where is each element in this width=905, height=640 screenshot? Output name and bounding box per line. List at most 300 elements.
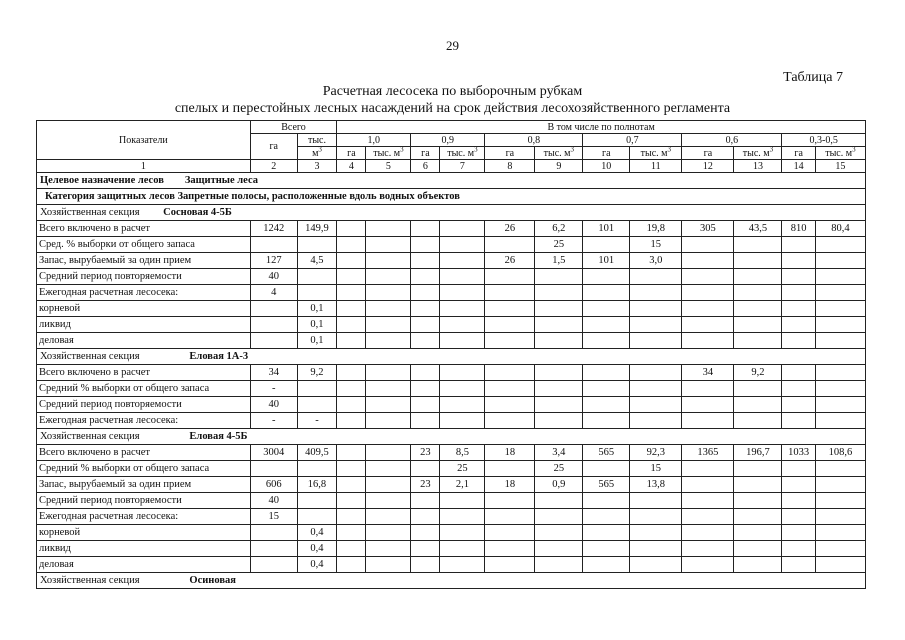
- unit-sup: 3: [852, 146, 856, 154]
- table-cell: 0,1: [297, 333, 337, 349]
- table-cell: [366, 317, 411, 333]
- table-cell: [583, 333, 630, 349]
- table-cell: [583, 285, 630, 301]
- table-cell: [782, 413, 815, 429]
- column-number: 9: [535, 160, 583, 173]
- table-cell: [337, 253, 366, 269]
- table-cell: [535, 269, 583, 285]
- table-cell: [297, 461, 337, 477]
- table-row: [37, 397, 866, 413]
- table-cell: 1242: [250, 221, 297, 237]
- table-cell: [682, 509, 734, 525]
- table-cell: [411, 237, 440, 253]
- table-row: [37, 493, 866, 509]
- table-cell: [782, 477, 815, 493]
- table-cell: 3,0: [630, 253, 682, 269]
- table-cell: 26: [485, 221, 535, 237]
- table-cell: [440, 541, 485, 557]
- row-label: Средний период повторяемости: [37, 269, 251, 285]
- purpose-label: Целевое назначение лесов: [40, 175, 164, 186]
- table-cell: [411, 413, 440, 429]
- table-cell: [682, 237, 734, 253]
- table-cell: [337, 221, 366, 237]
- header-density-ha: га: [682, 147, 734, 160]
- header-row-1: [37, 121, 866, 134]
- table-cell: 0,4: [297, 557, 337, 573]
- table-cell: [440, 493, 485, 509]
- section-name: Еловая 4-5Б: [189, 431, 248, 442]
- table-cell: 15: [250, 509, 297, 525]
- table-cell: [337, 557, 366, 573]
- table-cell: [337, 381, 366, 397]
- table-cell: [815, 397, 865, 413]
- table-cell: [583, 525, 630, 541]
- column-number: 13: [734, 160, 782, 173]
- column-numbers-row: [37, 160, 866, 173]
- table-cell: [485, 317, 535, 333]
- table-row: [37, 477, 866, 493]
- table-row: [37, 301, 866, 317]
- table-cell: [815, 477, 865, 493]
- table-cell: [583, 509, 630, 525]
- table-cell: [682, 317, 734, 333]
- table-cell: [815, 269, 865, 285]
- table-cell: 18: [485, 477, 535, 493]
- table-cell: [630, 333, 682, 349]
- row-label: Всего включено в расчет: [37, 445, 251, 461]
- table-cell: [734, 397, 782, 413]
- table-cell: 19,8: [630, 221, 682, 237]
- table-cell: 8,5: [440, 445, 485, 461]
- table-cell: [630, 413, 682, 429]
- table-cell: [682, 461, 734, 477]
- section-label: Хозяйственная секция: [40, 207, 140, 218]
- table-cell: [782, 365, 815, 381]
- header-density: 0,9: [411, 134, 485, 147]
- row-label: Запас, вырубаемый за один прием: [37, 477, 251, 493]
- table-cell: [583, 413, 630, 429]
- table-cell: [440, 413, 485, 429]
- table-cell: [682, 253, 734, 269]
- column-number: 5: [366, 160, 411, 173]
- table-cell: 34: [250, 365, 297, 381]
- header-density-thous-m3: [734, 147, 782, 160]
- table-cell: [815, 493, 865, 509]
- table-cell: [337, 493, 366, 509]
- table-row: [37, 445, 866, 461]
- table-cell: 43,5: [734, 221, 782, 237]
- table-cell: [734, 285, 782, 301]
- row-label: Средний период повторяемости: [37, 493, 251, 509]
- row-label: деловая: [37, 557, 251, 573]
- table-cell: [366, 525, 411, 541]
- unit-text: тыс. м: [825, 147, 853, 159]
- table-cell: [440, 269, 485, 285]
- table-cell: [440, 557, 485, 573]
- row-label: деловая: [37, 333, 251, 349]
- table-cell: [734, 541, 782, 557]
- unit-text: тыс. м: [742, 147, 770, 159]
- table-cell: 1365: [682, 445, 734, 461]
- table-cell: 26: [485, 253, 535, 269]
- table-cell: [583, 301, 630, 317]
- column-number: 3: [297, 160, 337, 173]
- table-cell: [485, 269, 535, 285]
- unit-sup: 3: [318, 146, 322, 154]
- table-cell: 196,7: [734, 445, 782, 461]
- table-cell: [366, 557, 411, 573]
- table-cell: 606: [250, 477, 297, 493]
- table-cell: [782, 269, 815, 285]
- section-name: Осиновая: [189, 575, 236, 586]
- header-total-m3: [297, 147, 337, 160]
- table-cell: [535, 333, 583, 349]
- section-label: Хозяйственная секция: [40, 431, 140, 442]
- table-cell: [535, 301, 583, 317]
- table-row: [37, 237, 866, 253]
- unit-text: тыс. м: [640, 147, 668, 159]
- unit-sup: 3: [474, 146, 478, 154]
- table-cell: 23: [411, 445, 440, 461]
- table-cell: [682, 269, 734, 285]
- table-cell: [337, 301, 366, 317]
- table-cell: [485, 301, 535, 317]
- table-cell: [535, 557, 583, 573]
- table-cell: [815, 253, 865, 269]
- table-cell: [583, 493, 630, 509]
- table-cell: [297, 397, 337, 413]
- table-cell: [583, 269, 630, 285]
- category-row: [37, 189, 866, 205]
- table-row: [37, 541, 866, 557]
- header-density-thous-m3: [535, 147, 583, 160]
- table-cell: [440, 221, 485, 237]
- row-label: Средний период повторяемости: [37, 397, 251, 413]
- table-cell: [630, 525, 682, 541]
- table-cell: 4: [250, 285, 297, 301]
- table-cell: [411, 493, 440, 509]
- column-number: 7: [440, 160, 485, 173]
- table-cell: [485, 333, 535, 349]
- table-cell: [734, 269, 782, 285]
- unit-text: тыс. м: [543, 147, 571, 159]
- table-cell: [297, 381, 337, 397]
- table-cell: [440, 237, 485, 253]
- row-label: Ежегодная расчетная лесосека:: [37, 413, 251, 429]
- table-cell: [440, 317, 485, 333]
- table-cell: [250, 461, 297, 477]
- table-cell: [337, 477, 366, 493]
- table-cell: 92,3: [630, 445, 682, 461]
- table-cell: [535, 509, 583, 525]
- table-cell: [440, 397, 485, 413]
- table-cell: [250, 317, 297, 333]
- table-cell: [411, 557, 440, 573]
- row-label: Сред. % выборки от общего запаса: [37, 237, 251, 253]
- section-row: [37, 573, 866, 589]
- table-cell: 34: [682, 365, 734, 381]
- table-cell: [411, 221, 440, 237]
- table-cell: [440, 381, 485, 397]
- table-cell: 15: [630, 461, 682, 477]
- table-cell: [682, 541, 734, 557]
- table-cell: [411, 365, 440, 381]
- table-cell: [682, 381, 734, 397]
- table-cell: [297, 493, 337, 509]
- table-cell: [734, 557, 782, 573]
- table-cell: [337, 333, 366, 349]
- unit-sup: 3: [570, 146, 575, 154]
- table-cell: [485, 509, 535, 525]
- table-cell: [630, 317, 682, 333]
- forest-cut-table: [36, 120, 866, 589]
- column-number: 11: [630, 160, 682, 173]
- table-cell: [734, 317, 782, 333]
- table-cell: [815, 509, 865, 525]
- table-cell: [337, 397, 366, 413]
- table-cell: [440, 509, 485, 525]
- table-cell: [682, 493, 734, 509]
- table-cell: [250, 525, 297, 541]
- table-cell: [440, 301, 485, 317]
- table-cell: [485, 541, 535, 557]
- header-density: 0,8: [485, 134, 583, 147]
- table-cell: [250, 557, 297, 573]
- table-cell: [411, 461, 440, 477]
- table-title-line-2: спелых и перестойных лесных насаждений на срок действия лесохозяйственного регламента: [174, 101, 731, 116]
- table-cell: [782, 301, 815, 317]
- table-cell: [782, 381, 815, 397]
- table-cell: [366, 397, 411, 413]
- table-cell: [630, 557, 682, 573]
- table-cell: [782, 493, 815, 509]
- table-cell: [583, 557, 630, 573]
- table-cell: [535, 413, 583, 429]
- table-row: [37, 381, 866, 397]
- table-title-line-1: Расчетная лесосека по выборочным рубкам: [322, 84, 583, 99]
- header-density-ha: га: [411, 147, 440, 160]
- table-cell: 9,2: [734, 365, 782, 381]
- header-density-thous-m3: [815, 147, 865, 160]
- section-name: Сосновая 4-5Б: [163, 207, 232, 218]
- table-cell: [734, 477, 782, 493]
- table-row: [37, 413, 866, 429]
- table-cell: [250, 333, 297, 349]
- column-number: 8: [485, 160, 535, 173]
- table-cell: 305: [682, 221, 734, 237]
- table-cell: 108,6: [815, 445, 865, 461]
- table-row: [37, 461, 866, 477]
- table-cell: 4,5: [297, 253, 337, 269]
- table-cell: 409,5: [297, 445, 337, 461]
- table-cell: [782, 541, 815, 557]
- section-cell: [37, 349, 866, 365]
- table-cell: [815, 413, 865, 429]
- table-cell: 0,1: [297, 317, 337, 333]
- table-cell: [337, 445, 366, 461]
- table-cell: [583, 541, 630, 557]
- table-row: [37, 557, 866, 573]
- table-row: [37, 285, 866, 301]
- table-cell: [366, 301, 411, 317]
- table-cell: [682, 333, 734, 349]
- row-label: Ежегодная расчетная лесосека:: [37, 509, 251, 525]
- unit-sup: 3: [769, 146, 774, 154]
- section-cell: [37, 429, 866, 445]
- table-cell: [411, 253, 440, 269]
- table-cell: 15: [630, 237, 682, 253]
- table-cell: [815, 365, 865, 381]
- header-density-thous-m3: [630, 147, 682, 160]
- table-cell: [440, 333, 485, 349]
- table-cell: [815, 525, 865, 541]
- table-cell: [337, 541, 366, 557]
- table-cell: [485, 397, 535, 413]
- purpose-value: Защитные леса: [184, 175, 259, 186]
- table-cell: [366, 413, 411, 429]
- table-cell: [297, 285, 337, 301]
- table-cell: [366, 381, 411, 397]
- table-cell: [337, 285, 366, 301]
- table-cell: [782, 557, 815, 573]
- table-cell: [782, 317, 815, 333]
- table-cell: 9,2: [297, 365, 337, 381]
- table-cell: [366, 285, 411, 301]
- row-label: корневой: [37, 525, 251, 541]
- table-cell: [682, 525, 734, 541]
- table-cell: [411, 381, 440, 397]
- table-cell: [815, 285, 865, 301]
- table-cell: 25: [535, 461, 583, 477]
- table-cell: -: [250, 413, 297, 429]
- table-cell: [535, 397, 583, 413]
- table-cell: [630, 541, 682, 557]
- table-cell: [440, 253, 485, 269]
- table-cell: [682, 477, 734, 493]
- table-cell: [337, 317, 366, 333]
- table-cell: [440, 365, 485, 381]
- table-cell: [734, 413, 782, 429]
- table-cell: [411, 397, 440, 413]
- table-cell: 40: [250, 397, 297, 413]
- table-cell: 3,4: [535, 445, 583, 461]
- column-number: 15: [815, 160, 865, 173]
- table-cell: [411, 317, 440, 333]
- table-cell: [815, 461, 865, 477]
- header-total: Всего: [250, 121, 337, 134]
- table-cell: [682, 397, 734, 413]
- table-cell: [366, 541, 411, 557]
- header-density: 0,7: [583, 134, 682, 147]
- table-cell: [535, 285, 583, 301]
- row-label: ликвид: [37, 317, 251, 333]
- table-cell: [366, 493, 411, 509]
- header-density-ha: га: [485, 147, 535, 160]
- table-cell: [782, 461, 815, 477]
- table-cell: [366, 461, 411, 477]
- table-cell: [630, 397, 682, 413]
- column-number: 6: [411, 160, 440, 173]
- table-cell: [583, 317, 630, 333]
- table-cell: [682, 285, 734, 301]
- table-cell: [411, 541, 440, 557]
- table-cell: [535, 525, 583, 541]
- table-cell: [782, 285, 815, 301]
- purpose-row: [37, 173, 866, 189]
- table-cell: [485, 413, 535, 429]
- table-cell: [583, 397, 630, 413]
- unit-sup: 3: [400, 146, 404, 154]
- table-cell: [250, 301, 297, 317]
- table-cell: [815, 237, 865, 253]
- column-number: 10: [583, 160, 630, 173]
- table-cell: 18: [485, 445, 535, 461]
- table-cell: [366, 253, 411, 269]
- table-row: [37, 269, 866, 285]
- header-indicators: Показатели: [37, 121, 251, 160]
- table-cell: [485, 493, 535, 509]
- section-row: [37, 349, 866, 365]
- table-cell: [366, 269, 411, 285]
- table-cell: [782, 525, 815, 541]
- row-label: Всего включено в расчет: [37, 221, 251, 237]
- table-cell: [734, 253, 782, 269]
- header-density-thous-m3: [440, 147, 485, 160]
- table-cell: 810: [782, 221, 815, 237]
- section-name: Еловая 1А-3: [189, 351, 249, 362]
- header-by-density: В том числе по полнотам: [337, 121, 866, 134]
- table-cell: [250, 237, 297, 253]
- table-cell: [297, 269, 337, 285]
- table-cell: [411, 269, 440, 285]
- row-label: Всего включено в расчет: [37, 365, 251, 381]
- table-cell: [682, 557, 734, 573]
- page-number: 29: [446, 38, 459, 53]
- row-label: Средний % выборки от общего запаса: [37, 381, 251, 397]
- section-row: [37, 429, 866, 445]
- table-cell: [535, 365, 583, 381]
- table-row: [37, 253, 866, 269]
- table-cell: [630, 509, 682, 525]
- purpose-cell: [37, 173, 866, 189]
- table-cell: [630, 301, 682, 317]
- table-cell: [815, 557, 865, 573]
- row-label: Запас, вырубаемый за один прием: [37, 253, 251, 269]
- table-cell: 0,4: [297, 541, 337, 557]
- table-cell: [366, 509, 411, 525]
- table-cell: [734, 333, 782, 349]
- table-cell: [734, 493, 782, 509]
- table-cell: [337, 365, 366, 381]
- table-cell: [297, 237, 337, 253]
- table-cell: [366, 333, 411, 349]
- section-label: Хозяйственная секция: [40, 351, 140, 362]
- table-cell: [630, 493, 682, 509]
- unit-sup: 3: [667, 146, 671, 154]
- table-cell: 0,1: [297, 301, 337, 317]
- column-number: 12: [682, 160, 734, 173]
- table-cell: [250, 541, 297, 557]
- header-total-thous: тыс.: [297, 134, 337, 147]
- section-cell: [37, 573, 866, 589]
- table-cell: [815, 301, 865, 317]
- table-cell: [337, 237, 366, 253]
- table-cell: [583, 365, 630, 381]
- category-cell: Категория защитных лесов Запретные полосы, расположенные вдоль водных объектов: [37, 189, 866, 205]
- table-cell: [411, 525, 440, 541]
- table-cell: [485, 525, 535, 541]
- table-cell: 2,1: [440, 477, 485, 493]
